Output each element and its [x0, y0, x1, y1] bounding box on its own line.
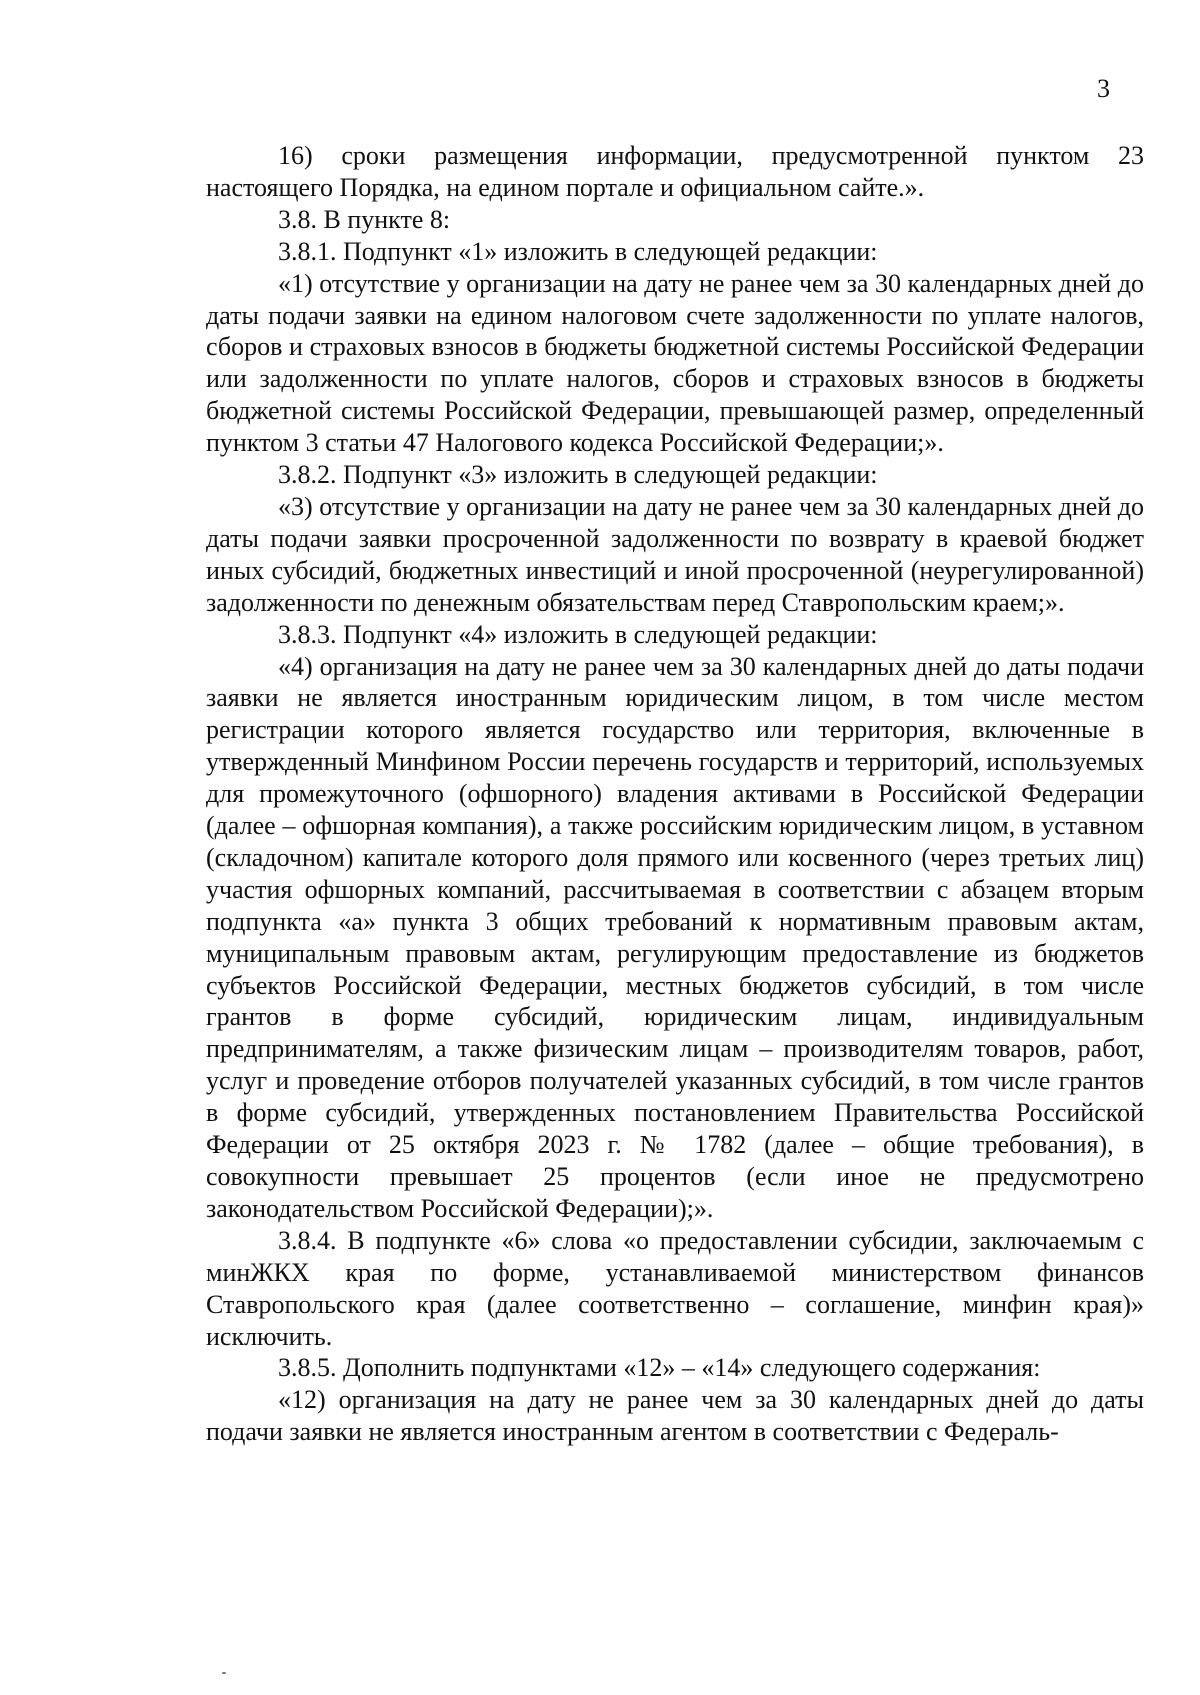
paragraph-subitem-12: «12) организация на дату не ранее чем за 30 календарных дней до даты подачи заявки не является иностранным агентом в соответствии с Федераль- [206, 1385, 1144, 1447]
paragraph-clause-3-8-3: 3.8.3. Подпункт «4» изложить в следующей редакции: [278, 619, 878, 649]
paragraph-subitem-4: «4) организация на дату не ранее чем за 30 календарных дней до даты подачи заявки не является иностранным юридическим лицом, в том числе местом регистрации которого является государство или территория, включенные в утвержденный Минфином России перечень государств и территорий, используемых для промежуточного (офшорного) владения активами в Российской Федерации (далее – офшорная компания), а также российским юридическим лицом, в уставном (складочном) капитале которого доля прямого или косвенного (через третьих лиц) участия офшорных компаний, рассчитываемая в соответствии с абзацем вторым подпункта «а» пункта 3 общих требований к нормативным правовым актам, муниципальным правовым актам, регулирующим предоставление из бюджетов субъектов Российской Федерации, местных бюджетов субсидий, в том числе грантов в форме субсидий, юридическим лицам, индивидуальным предпринимателям, а также физическим лицам – производителям товаров, работ, услуг и проведение отборов получателей указанных субсидий, в том числе грантов в форме субсидий, утвержденных постановлением Правительства Российской Федерации от 25 октября 2023 г. № 1782 (далее – общие требования), в совокупности превышает 25 процентов (если иное не предусмотрено законодательством Российской Федерации);». [206, 651, 1144, 1223]
paragraph-item-16: 16) сроки размещения информации, предусмотренной пунктом 23 настоящего Порядка, на едином портале и официальном сайте.». [206, 141, 1144, 202]
paragraph-subitem-1: «1) отсутствие у организации на дату не ранее чем за 30 календарных дней до даты подачи заявки на едином налоговом счете задолженности по уплате налогов, сборов и страховых взносов в бюджеты бюджетной системы Российской Федерации или задолженности по уплате налогов, сборов и страховых взносов в бюджеты бюджетной системы Российской Федерации, превышающей размер, определенный пунктом 3 статьи 47 Налогового кодекса Российской Федерации;». [206, 268, 1144, 458]
paragraph-clause-3-8: 3.8. В пункте 8: [278, 204, 451, 234]
document-body [206, 140, 1144, 1448]
paragraph-clause-3-8-5: 3.8.5. Дополнить подпунктами «12» – «14» следующего содержания: [278, 1353, 1041, 1383]
scan-speck [222, 1672, 226, 1674]
paragraph-clause-3-8-1: 3.8.1. Подпункт «1» изложить в следующей редакции: [278, 236, 878, 266]
paragraph-clause-3-8-4: 3.8.4. В подпункте «6» слова «о предоставлении субсидии, заключаемым с минЖКХ края по форме, устанавливаемой министерством финансов Ставропольского края (далее соответственно – соглашение, минфин края)» исключить. [206, 1225, 1144, 1351]
paragraph-clause-3-8-2: 3.8.2. Подпункт «3» изложить в следующей редакции: [278, 460, 878, 490]
paragraph-subitem-3: «3) отсутствие у организации на дату не ранее чем за 30 календарных дней до даты подачи заявки просроченной задолженности по возврату в краевой бюджет иных субсидий, бюджетных инвестиций и иной просроченной (неурегулированной) задолженности по денежным обязательствам перед Ставропольским краем;». [206, 491, 1144, 617]
page-number: 3 [1097, 74, 1110, 103]
